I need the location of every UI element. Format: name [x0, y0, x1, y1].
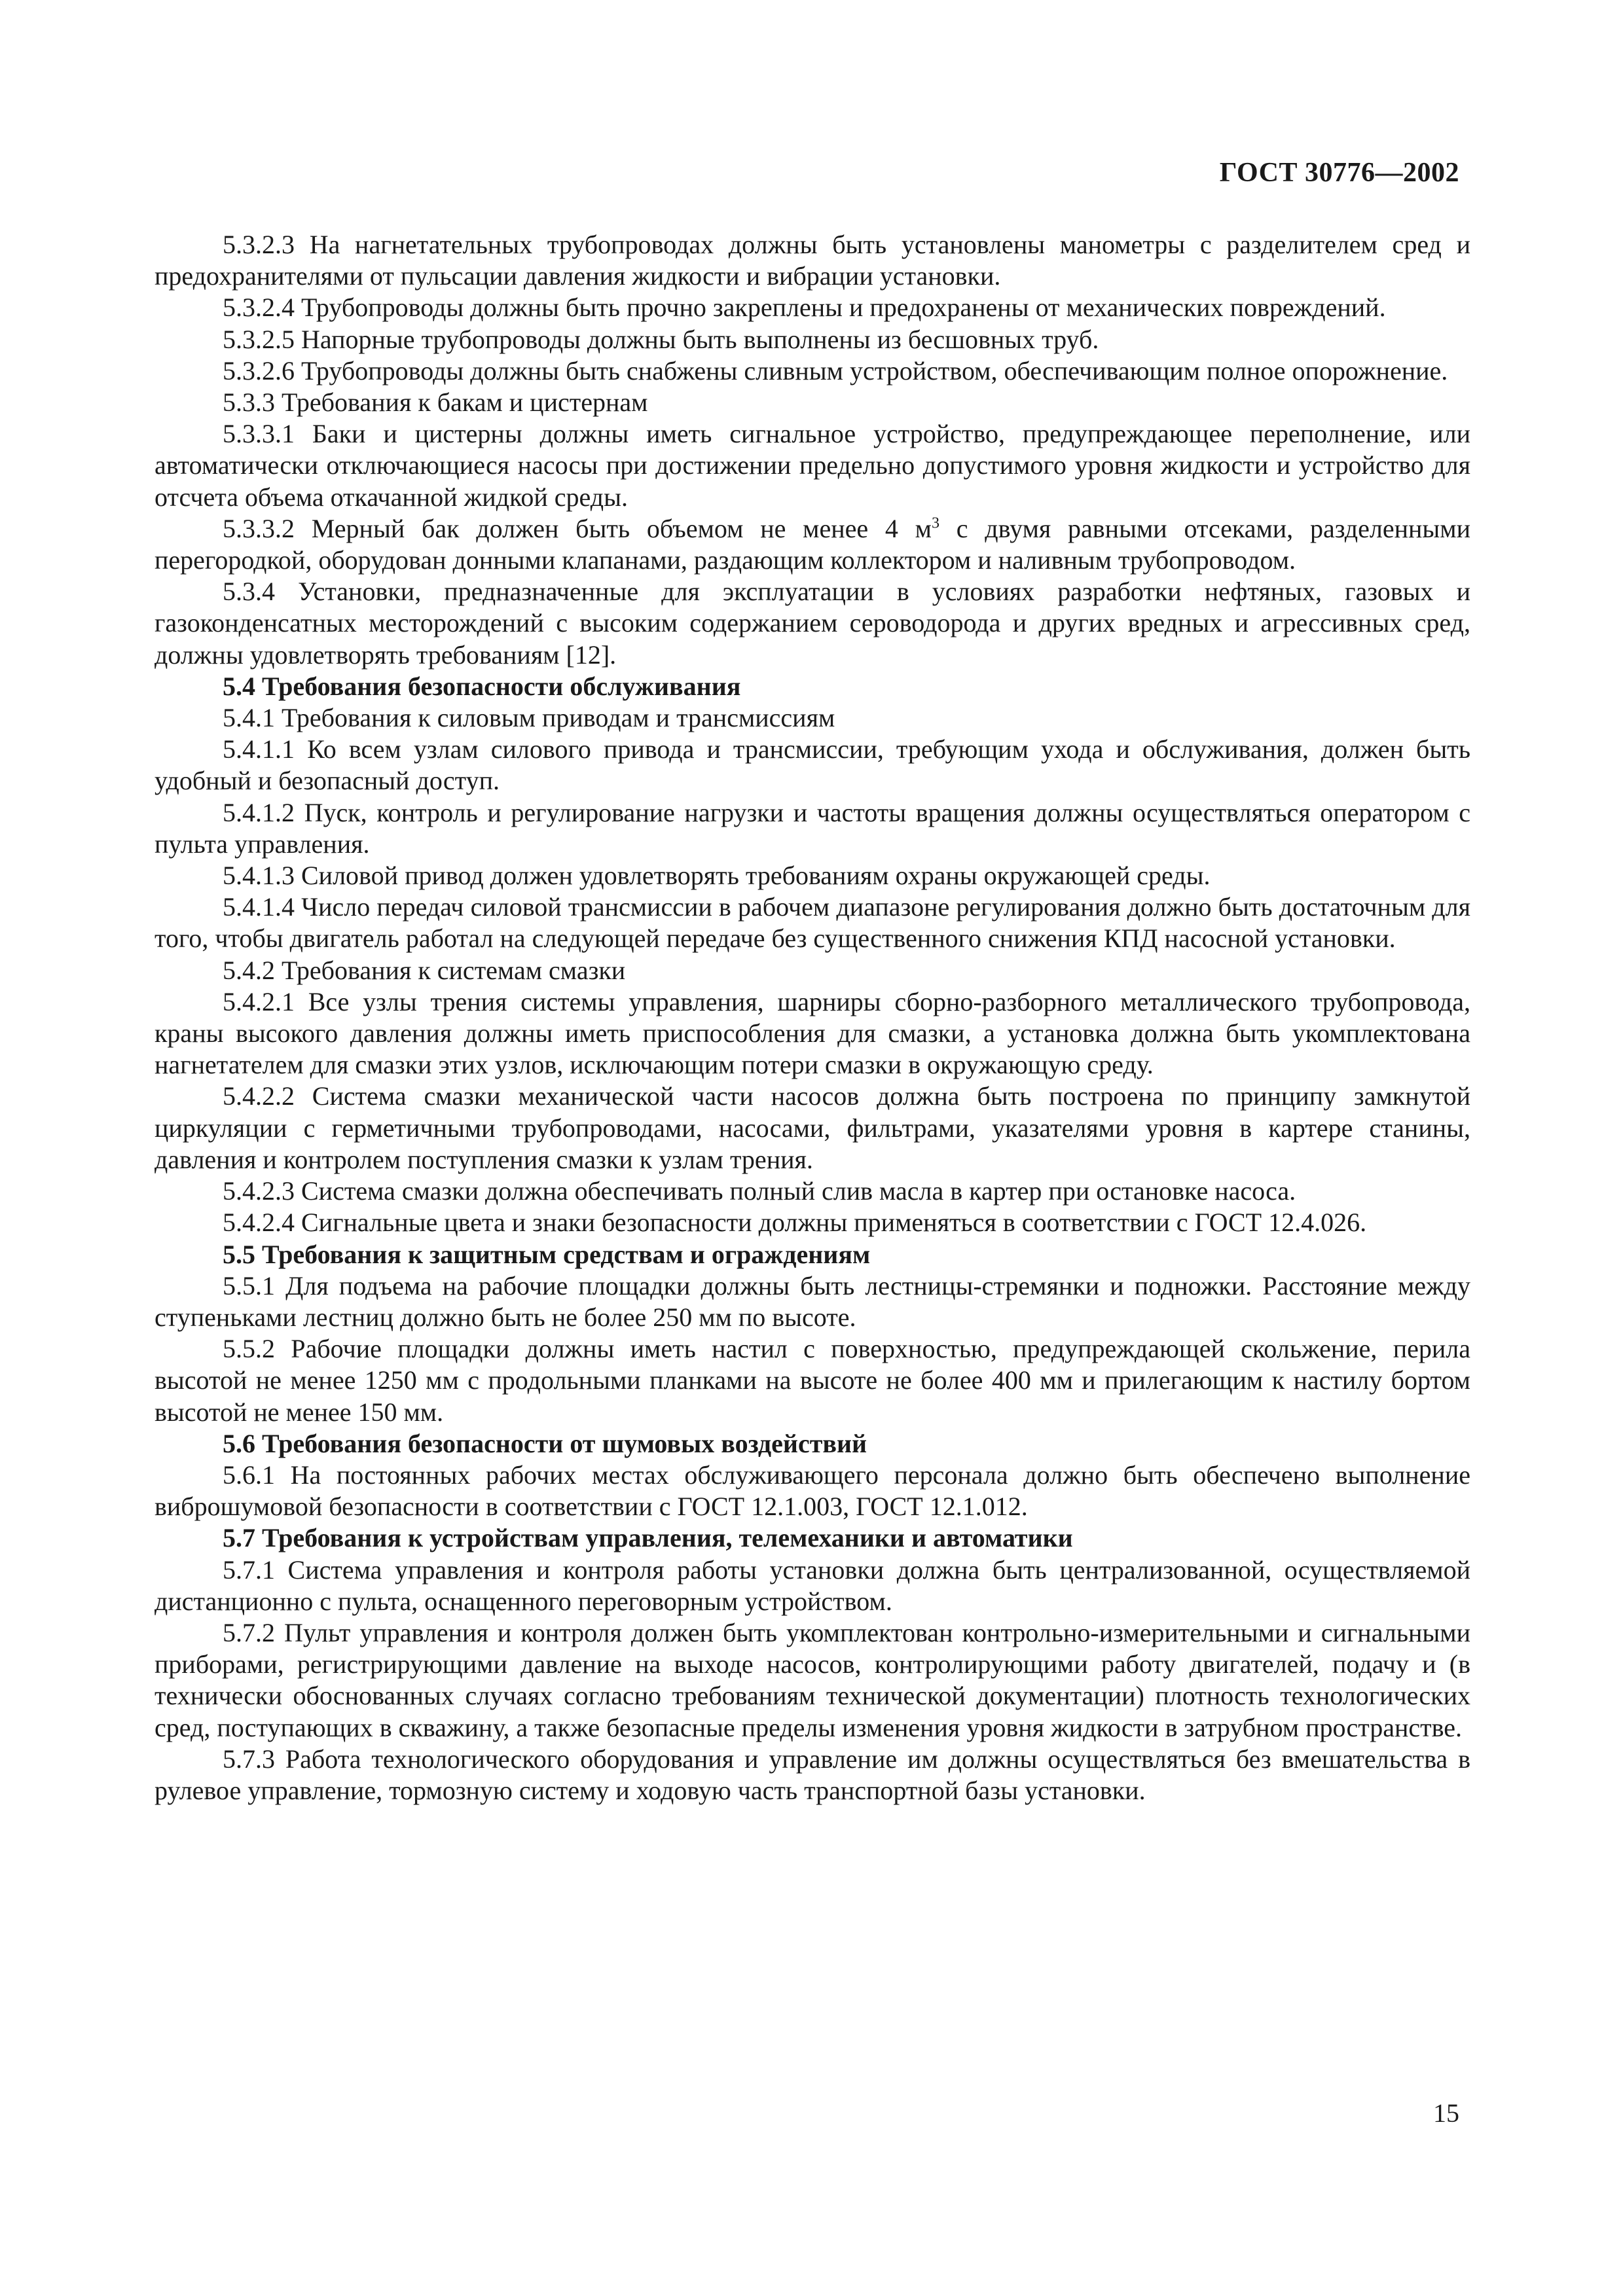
document-code-header: ГОСТ 30776—2002: [1219, 158, 1459, 188]
section-heading-5-4: 5.4 Требования безопасности обслуживания: [223, 671, 741, 701]
clause-5-5-2: 5.5.2 Рабочие площадки должны иметь настил с поверхностью, предупреждающей скольжение, перила высотой не менее 1250 мм с продольными планками на высоте не более 400 мм и прилегающим к настилу бортом высотой не менее 150 мм.: [155, 1334, 1470, 1427]
clause-5-3-3-2-lead: 5.3.3.2 Мерный бак должен быть объемом не менее 4 м: [223, 513, 932, 543]
document-body: [155, 229, 1470, 1806]
clause-5-4-2: 5.4.2 Требования к системам смазки: [223, 955, 626, 985]
clause-5-7-2: 5.7.2 Пульт управления и контроля должен быть укомплектован контрольно-измерительными и сигнальными приборами, регистрирующими давление на выходе насосов, контролирующими работу двигателей, подачу и (в технически обоснованных случаях согласно требованиям технической документации) плотность технологических сред, поступающих в скважину, а также безопасные пределы изменения уровня жидкости в затрубном пространстве.: [155, 1617, 1470, 1742]
clause-5-3-2-3: 5.3.2.3 На нагнетательных трубопроводах должны быть установлены манометры с разделителем сред и предохранителями от пульсации давления жидкости и вибрации установки.: [155, 230, 1470, 291]
cubic-superscript: 3: [931, 514, 939, 532]
clause-5-4-2-1: 5.4.2.1 Все узлы трения системы управления, шарниры сборно-разборного металлического трубопровода, краны высокого давления должны иметь приспособления для смазки, а установка должна быть укомплектована нагнетателем для смазки этих узлов, исключающим потери смазки в окружающую среду.: [155, 986, 1470, 1080]
clause-5-3-2-5: 5.3.2.5 Напорные трубопроводы должны быть выполнены из бесшовных труб.: [223, 324, 1099, 354]
clause-5-3-3-2: [155, 513, 1470, 576]
clause-5-5-1: 5.5.1 Для подъема на рабочие площадки должны быть лестницы-стремянки и подножки. Расстояние между ступеньками лестниц должно быть не более 250 мм по высоте.: [155, 1270, 1470, 1332]
clause-5-6-1: 5.6.1 На постоянных рабочих местах обслуживающего персонала должно быть обеспечено выполнение виброшумовой безопасности в соответствии с ГОСТ 12.1.003, ГОСТ 12.1.012.: [155, 1460, 1470, 1522]
clause-5-4-1-2: 5.4.1.2 Пуск, контроль и регулирование нагрузки и частоты вращения должны осуществляться оператором с пульта управления.: [155, 797, 1470, 859]
page-number: 15: [1433, 2098, 1459, 2128]
clause-5-3-4: 5.3.4 Установки, предназначенные для эксплуатации в условиях разработки нефтяных, газовых и газоконденсатных месторождений с высоким содержанием сероводорода и других вредных и агрессивных сред, должны удовлетворять требованиям [12].: [155, 577, 1470, 670]
clause-5-4-2-2: 5.4.2.2 Система смазки механической части насосов должна быть построена по принципу замкнутой циркуляции с герметичными трубопроводами, насосами, фильтрами, указателями уровня в картере станины, давления и контролем поступления смазки к узлам трения.: [155, 1081, 1470, 1174]
clause-5-3-2-6: 5.3.2.6 Трубопроводы должны быть снабжены сливным устройством, обеспечивающим полное опорожнение.: [223, 355, 1448, 386]
clause-5-7-1: 5.7.1 Система управления и контроля работы установки должна быть централизованной, осуществляемой дистанционно с пульта, оснащенного переговорным устройством.: [155, 1554, 1470, 1616]
clause-5-4-1-1: 5.4.1.1 Ко всем узлам силового привода и трансмиссии, требующим ухода и обслуживания, должен быть удобный и безопасный доступ.: [155, 734, 1470, 796]
clause-5-3-3-1: 5.3.3.1 Баки и цистерны должны иметь сигнальное устройство, предупреждающее переполнение, или автоматически отключающиеся насосы при достижении предельно допустимого уровня жидкости и устройство для отсчета объема откачанной жидкой среды.: [155, 419, 1470, 512]
section-heading-5-7: 5.7 Требования к устройствам управления, телемеханики и автоматики: [223, 1523, 1073, 1553]
clause-5-4-1-4: 5.4.1.4 Число передач силовой трансмиссии в рабочем диапазоне регулирования должно быть достаточным для того, чтобы двигатель работал на следующей передаче без существенного снижения КПД насосной установки.: [155, 892, 1470, 954]
clause-5-4-1: 5.4.1 Требования к силовым приводам и трансмиссиям: [223, 703, 835, 733]
section-heading-5-6: 5.6 Требования безопасности от шумовых воздействий: [223, 1428, 867, 1458]
clause-5-7-3: 5.7.3 Работа технологического оборудования и управление им должны осуществляться без вмешательства в рулевое управление, тормозную систему и ходовую часть транспортной базы установки.: [155, 1744, 1470, 1805]
clause-5-4-2-3: 5.4.2.3 Система смазки должна обеспечивать полный слив масла в картер при остановке насоса.: [223, 1176, 1296, 1206]
section-heading-5-5: 5.5 Требования к защитным средствам и ограждениям: [223, 1239, 871, 1269]
clause-5-4-2-4: 5.4.2.4 Сигнальные цвета и знаки безопасности должны применяться в соответствии с ГОСТ 12.4.026.: [223, 1208, 1367, 1238]
clause-5-3-3-2-rest: с двумя равными отсеками, разделенными перегородкой, оборудован донными клапанами, раздающим коллектором и наливным трубопроводом.: [155, 513, 1470, 575]
clause-5-3-3: 5.3.3 Требования к бакам и цистернам: [223, 387, 648, 418]
clause-5-4-1-3: 5.4.1.3 Силовой привод должен удовлетворять требованиям охраны окружающей среды.: [223, 861, 1211, 891]
clause-5-3-2-4: 5.3.2.4 Трубопроводы должны быть прочно закреплены и предохранены от механических повреждений.: [223, 293, 1386, 323]
